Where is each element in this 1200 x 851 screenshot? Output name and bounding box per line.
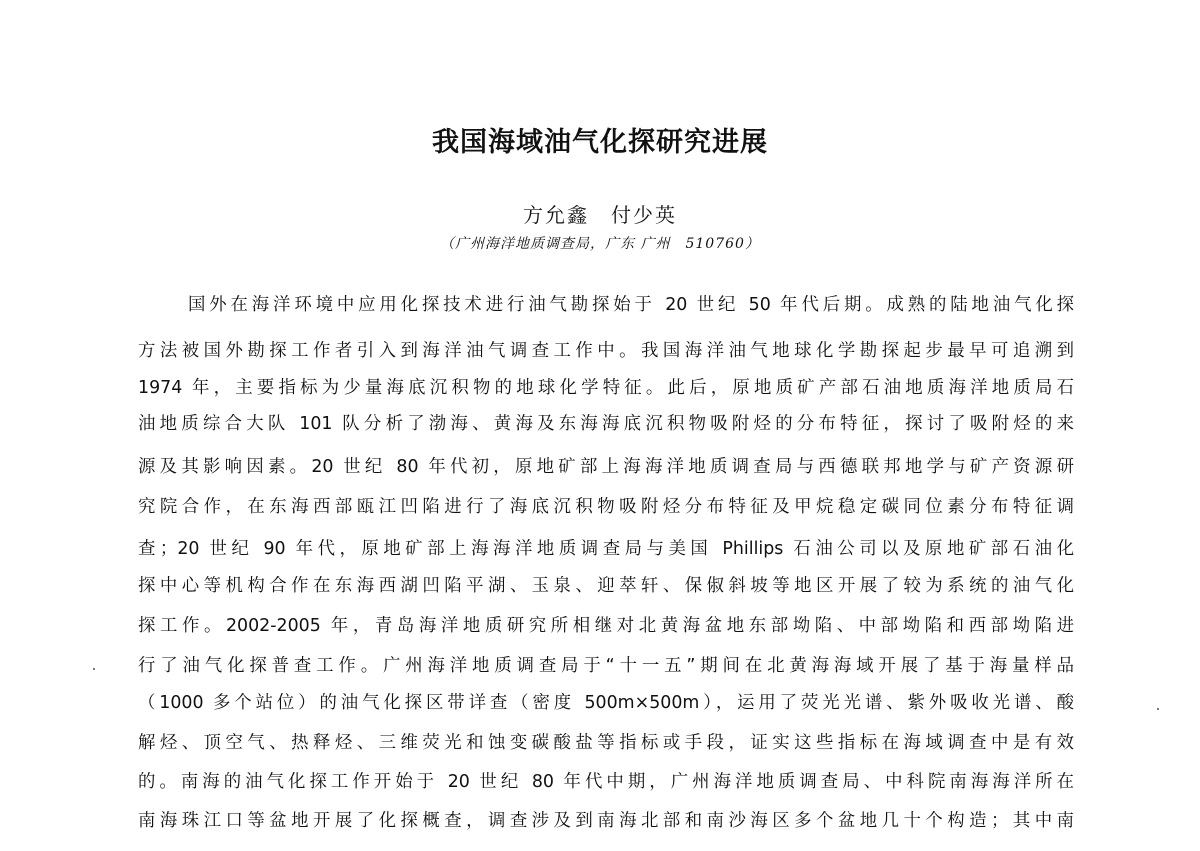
paragraph-line: 1974 年，主要指标为少量海底沉积物的地球化学特征。此后，原地质矿产部石油地质海洋地质局石 [138, 378, 1074, 398]
paper-authors: 方允鑫 付少英 [523, 203, 677, 227]
paragraph-line: 探工作。2002-2005 年，青岛海洋地质研究所相继对北黄海盆地东部坳陷、中部坳陷和西部坳陷进 [138, 616, 1074, 636]
paper-affiliation: （广州海洋地质调查局，广东 广州 510760） [440, 236, 760, 252]
paragraph-line: 探中心等机构合作在东海西湖凹陷平湖、玉泉、迎萃轩、保俶斜坡等地区开展了较为系统的油气化 [138, 576, 1074, 596]
paragraph-line: 的。南海的油气化探工作开始于 20 世纪 80 年代中期，广州海洋地质调查局、中科院南海海洋所在 [138, 772, 1074, 792]
paragraph-line: 方法被国外勘探工作者引入到海洋油气调查工作中。我国海洋油气地球化学勘探起步最早可追溯到 [138, 341, 1074, 361]
paragraph-line: 源及其影响因素。20 世纪 80 年代初，原地矿部上海海洋地质调查局与西德联邦地学与矿产资源研 [138, 457, 1074, 477]
paragraph-line: 查；20 世纪 90 年代，原地矿部上海海洋地质调查局与美国 Phillips 石油公司以及原地矿部石油化 [138, 539, 1074, 559]
scan-speck [1157, 708, 1159, 710]
paragraph-line: （1000 多个站位）的油气化探区带详查（密度 500m×500m），运用了荧光光谱、紫外吸收光谱、酸 [138, 693, 1074, 713]
paragraph-line: 解烃、顶空气、热释烃、三维荧光和蚀变碳酸盐等指标或手段，证实这些指标在海域调查中是有效 [138, 733, 1074, 753]
paragraph-line: 国外在海洋环境中应用化探技术进行油气勘探始于 20 世纪 50 年代后期。成熟的陆地油气化探 [188, 295, 1074, 315]
paragraph-line: 行了油气化探普查工作。广州海洋地质调查局于“十一五”期间在北黄海海域开展了基于海量样品 [138, 656, 1074, 676]
scan-speck [93, 668, 95, 670]
paragraph-line: 南海珠江口等盆地开展了化探概查，调查涉及到南海北部和南沙海区多个盆地几十个构造；其中南 [138, 811, 1074, 831]
paragraph-line: 油地质综合大队 101 队分析了渤海、黄海及东海海底沉积物吸附烃的分布特征，探讨了吸附烃的来 [138, 414, 1074, 434]
paper-title: 我国海域油气化探研究进展 [432, 127, 768, 158]
paragraph-line: 究院合作，在东海西部瓯江凹陷进行了海底沉积物吸附烃分布特征及甲烷稳定碳同位素分布特征调 [138, 497, 1074, 517]
